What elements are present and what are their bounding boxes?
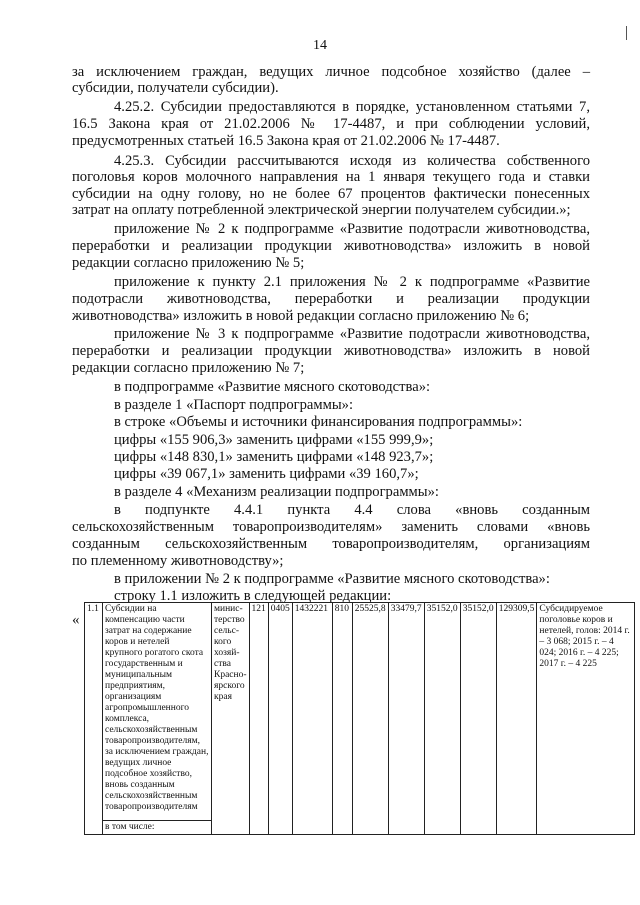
text-line: сельскохозяйственным товаропроизводителям» заменить словами «вновь xyxy=(72,519,590,535)
text-line: в приложении № 2 к подпрограмме «Развитие мясного скотоводства»: xyxy=(114,571,550,587)
value-cell: 129309,5 xyxy=(496,603,537,835)
text-line: переработки и реализации продукции животноводства» изложить в новой xyxy=(72,238,590,254)
table-row xyxy=(85,603,635,821)
text-line: цифры «148 830,1» заменить цифрами «148 923,7»; xyxy=(114,449,434,465)
ministry-cell: минис-терство сельс-кого хозяй-ства Красно-ярского края xyxy=(212,603,250,835)
measure-name: Субсидии на компенсацию части затрат на содержание коров и нетелей крупного рогатого скота государственным и муниципальным предприятиям, организациям агропромышленного комплекса, сельскохозяйственным товаропроизводителям, за исключением граждан, ведущих личное подсобное хозяйство, вновь созданным сельскохозяйственным товаропроизводителям xyxy=(103,603,212,821)
text-line: 4.25.2. Субсидии предоставляются в порядке, установленном статьями 7, xyxy=(114,99,590,115)
text-line: приложение № 2 к подпрограмме «Развитие подотрасли животноводства, xyxy=(114,221,590,237)
value-cell: 35152,0 xyxy=(424,603,460,835)
text-line: субсидии, получатели субсидии). xyxy=(72,80,279,96)
text-line: цифры «39 067,1» заменить цифрами «39 160,7»; xyxy=(114,466,419,482)
text-line: в подпрограмме «Развитие мясного скотоводства»: xyxy=(114,379,431,395)
value-cell: 33479,7 xyxy=(388,603,424,835)
text-line: в разделе 1 «Паспорт подпрограммы»: xyxy=(114,397,354,413)
subprogram-table xyxy=(84,602,635,835)
text-line: за исключением граждан, ведущих личное подсобное хозяйство (далее – xyxy=(72,64,590,80)
text-line: редакции согласно приложению № 7; xyxy=(72,360,305,376)
result-cell: Субсидируемое поголовье коров и нетелей, голов: 2014 г. – 3 068; 2015 г. – 4 024; 2016 г. – 4 225; 2017 г. – 4 225 xyxy=(537,603,635,835)
text-line: затрат на оплату потребленной электрической энергии получателем субсидии.»; xyxy=(72,202,571,218)
text-line: в строке «Объемы и источники финансирования подпрограммы»: xyxy=(114,414,523,430)
text-line: строку 1.1 изложить в следующей редакции: xyxy=(114,588,392,604)
text-line: в разделе 4 «Механизм реализации подпрограммы»: xyxy=(114,484,439,500)
text-line: созданным сельскохозяйственным товаропроизводителям, организациям xyxy=(72,536,590,552)
text-line: приложение к пункту 2.1 приложения № 2 к подпрограмме «Развитие xyxy=(114,274,590,290)
row-number: 1.1 xyxy=(85,603,103,835)
text-line: предусмотренных статьей 16.5 Закона края от 21.02.2006 № 17-4487. xyxy=(72,133,500,149)
value-cell: 25525,8 xyxy=(352,603,388,835)
text-line: в подпункте 4.4.1 пункта 4.4 слова «вновь созданным xyxy=(114,502,590,518)
text-line: поголовья коров молочного направления на 1 января текущего года и ставки xyxy=(72,169,590,185)
text-line: субсидии на одну голову, но не более 67 процентов фактически понесенных xyxy=(72,186,590,202)
text-line: животноводства» изложить в новой редакции согласно приложению № 6; xyxy=(72,308,530,324)
text-line: цифры «155 906,3» заменить цифрами «155 999,9»; xyxy=(114,432,434,448)
text-line: переработки и реализации продукции животноводства» изложить в новой xyxy=(72,343,590,359)
sub-name: в том числе: xyxy=(103,821,212,835)
code-cell: 810 xyxy=(332,603,352,835)
text-line: подотрасли животноводства, переработки и реализации продукции xyxy=(72,291,590,307)
code-cell: 1432221 xyxy=(292,603,332,835)
text-line: по племенному животноводству»; xyxy=(72,553,284,569)
code-cell: 121 xyxy=(249,603,268,835)
value-cell: 35152,0 xyxy=(460,603,496,835)
text-line: 16.5 Закона края от 21.02.2006 № 17-4487, и при соблюдении условий, xyxy=(72,116,590,132)
page-number: 14 xyxy=(313,38,327,53)
code-cell: 0405 xyxy=(268,603,292,835)
text-line: редакции согласно приложению № 5; xyxy=(72,255,305,271)
text-line: 4.25.3. Субсидии рассчитываются исходя из количества собственного xyxy=(114,153,590,169)
text-line: приложение № 3 к подпрограмме «Развитие подотрасли животноводства, xyxy=(114,326,590,342)
opening-quote: « xyxy=(72,612,80,628)
